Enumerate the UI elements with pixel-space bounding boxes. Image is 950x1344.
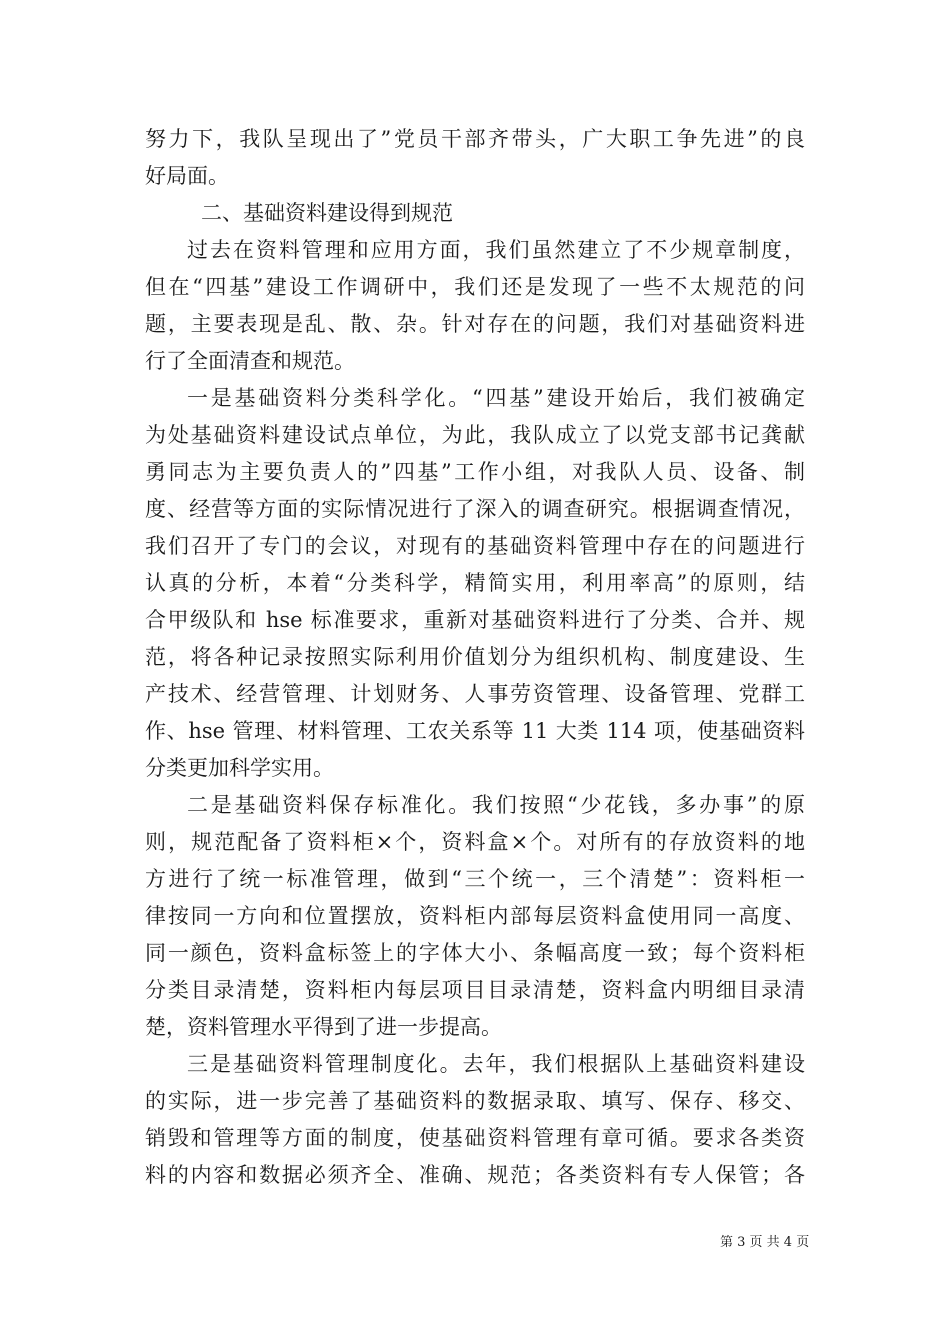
section-heading: 二、基础资料建设得到规范 (201, 201, 453, 225)
page-number: 第 3 页 共 4 页 (720, 1235, 810, 1250)
text-line: 但在“四基”建设工作调研中，我们还是发现了一些不太规范的问 (145, 275, 805, 299)
text-line: 则，规范配备了资料柜×个，资料盒×个。对所有的存放资料的地 (145, 830, 805, 854)
text-line: 方进行了统一标准管理，做到“三个统一，三个清楚”：资料柜一 (145, 867, 805, 891)
text-line: 作、hse 管理、材料管理、工农关系等 11 大类 114 项，使基础资料 (145, 719, 805, 743)
text-line: 题，主要表现是乱、散、杂。针对存在的问题，我们对基础资料进 (145, 312, 805, 336)
text-line: 同一颜色，资料盒标签上的字体大小、条幅高度一致；每个资料柜 (145, 941, 805, 965)
text-line: 分类目录清楚，资料柜内每层项目目录清楚，资料盒内明细目录清 (145, 978, 805, 1002)
text-line: 二是基础资料保存标准化。我们按照“少花钱，多办事”的原 (187, 793, 805, 817)
text-line: 律按同一方向和位置摆放，资料柜内部每层资料盒使用同一高度、 (145, 904, 805, 928)
text-line: 为处基础资料建设试点单位，为此，我队成立了以党支部书记龚献 (145, 423, 805, 447)
text-line: 料的内容和数据必须齐全、准确、规范；各类资料有专人保管；各 (145, 1163, 805, 1187)
text-line: 度、经营等方面的实际情况进行了深入的调查研究。根据调查情况， (145, 497, 805, 521)
text-line: 好局面。 (145, 164, 229, 188)
text-line: 努力下，我队呈现出了”党员干部齐带头，广大职工争先进”的良 (145, 127, 805, 151)
text-line: 勇同志为主要负责人的”四基”工作小组，对我队人员、设备、制 (145, 460, 805, 484)
text-line: 行了全面清查和规范。 (145, 349, 355, 373)
text-line: 销毁和管理等方面的制度，使基础资料管理有章可循。要求各类资 (145, 1126, 805, 1150)
text-line: 认真的分析，本着“分类科学，精简实用，利用率高”的原则，结 (145, 571, 805, 595)
text-line: 楚，资料管理水平得到了进一步提高。 (145, 1015, 502, 1039)
document-body (145, 121, 805, 1194)
text-line: 一是基础资料分类科学化。“四基”建设开始后，我们被确定 (187, 386, 805, 410)
text-line: 合甲级队和 hse 标准要求，重新对基础资料进行了分类、合并、规 (145, 608, 805, 632)
text-line: 的实际，进一步完善了基础资料的数据录取、填写、保存、移交、 (145, 1089, 805, 1113)
text-line: 产技术、经营管理、计划财务、人事劳资管理、设备管理、党群工 (145, 682, 805, 706)
text-line: 分类更加科学实用。 (145, 756, 334, 780)
text-line: 我们召开了专门的会议，对现有的基础资料管理中存在的问题进行 (145, 534, 805, 558)
text-line: 范，将各种记录按照实际利用价值划分为组织机构、制度建设、生 (145, 645, 805, 669)
text-line: 过去在资料管理和应用方面，我们虽然建立了不少规章制度， (187, 238, 805, 262)
text-line: 三是基础资料管理制度化。去年，我们根据队上基础资料建设 (187, 1052, 805, 1076)
